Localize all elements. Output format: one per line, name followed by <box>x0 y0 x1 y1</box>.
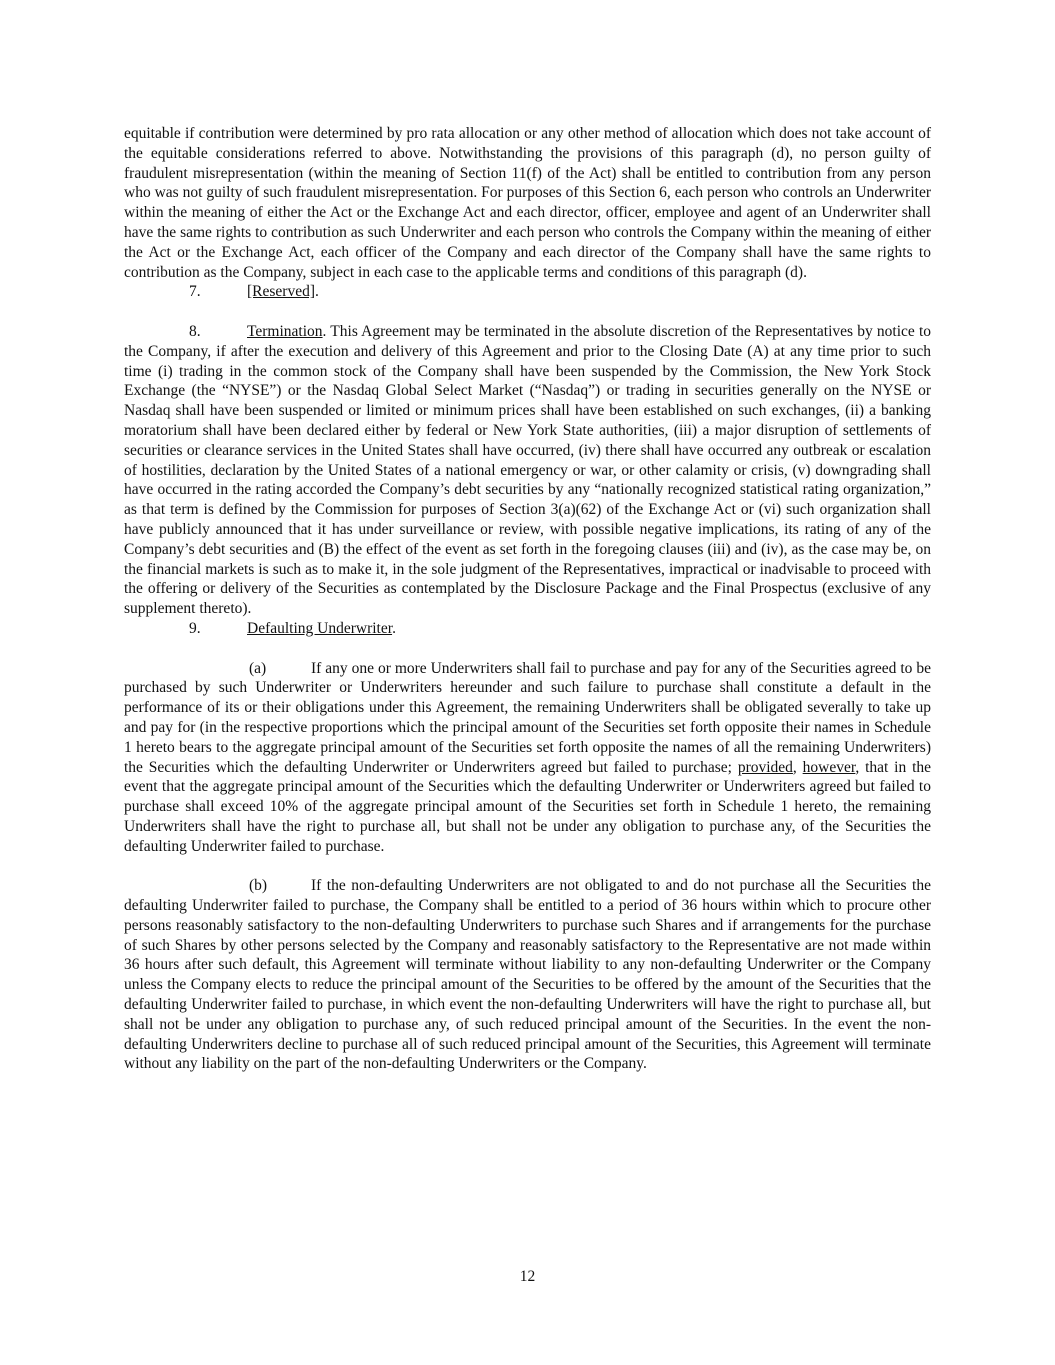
section-9-subsection-b <box>124 876 931 1074</box>
section-7-trailing: . <box>315 283 319 301</box>
section-7-heading: [Reserved] <box>247 283 315 301</box>
subsection-a-label: (a) <box>249 659 267 677</box>
section-9 <box>124 619 931 639</box>
section-9-trailing: . <box>392 619 396 637</box>
continuation-paragraph: equitable if contribution were determined by pro rata allocation or any other method of allocation which does not take account of the equitable considerations referred to above. Notwithstanding the provisions of this paragraph (d), no person guilty of fraudulent misrepresentation (within the meaning of Section 11(f) of the Act) shall be entitled to contribution from any person who was not guilty of such fraudulent misrepresentation. For purposes of this Section 6, each person who controls an Underwriter within the meaning of either the Act or the Exchange Act and each director, officer, employee and agent of an Underwriter shall have the same rights to contribution as such Underwriter and each person who controls the Company within the meaning of either the Act or the Exchange Act, each officer of the Company and each director of the Company shall have the same rights to contribution as the Company, subject in each case to the applicable terms and conditions of this paragraph (d). <box>124 125 931 281</box>
section-9-subsection-a <box>124 659 931 857</box>
section-8 <box>124 322 931 619</box>
subsection-b-label: (b) <box>249 877 268 895</box>
subsection-a-text-before: If any one or more Underwriters shall fail to purchase and pay for any of the Securities agreed to be purchased by such Underwriter or Underwriters hereunder and such failure to purchase shall constitute a default in the performance of its or their obligations under this Agreement, the remaining Underwriters shall be obligated severally to take up and pay for (in the respective proportions which the principal amount of the Securities set forth opposite their names in Schedule 1 hereto bears to the aggregate principal amount of the Securities set forth opposite the names of all the remaining Underwriters) the Securities which the defaulting Underwriter or Underwriters agreed but failed to purchase; <box>124 659 931 776</box>
document-page <box>124 124 931 1074</box>
subsection-b-text: If the non-defaulting Underwriters are not obligated to and do not purchase all the Securities the defaulting Underwriter failed to purchase, the Company shall be entitled to a period of 36 hours within which to procure other persons reasonably satisfactory to the non-defaulting Underwriters to purchase such Shares and if arrangements for the purchase of such Shares by other persons selected by the Company and reasonably satisfactory to the Representative are not made within 36 hours after such default, this Agreement will terminate without liability to any non-defaulting Underwriter or the Company unless the Company elects to reduce the principal amount of the Securities to be offered by the amount of the Securities that the defaulting Underwriter failed to purchase, in which event the non-defaulting Underwriters will have the right to purchase all, but shall not be under any obligation to purchase any, of such reduced principal amount of the Securities. In the event the non-defaulting Underwriters decline to purchase all of such reduced principal amount of the Securities, this Agreement will terminate without any liability on the part of the non-defaulting Underwriters or the Company. <box>124 877 931 1073</box>
subsection-a-text-after: , that in the event that the aggregate principal amount of the Securities which the defaulting Underwriter or Underwriters agreed but failed to purchase shall exceed 10% of the aggregate principal amount of the Securities set forth in Schedule 1 hereto, the remaining Underwriters shall have the right to purchase all, but shall not be under any obligation to purchase any, of the Securities the defaulting Underwriter failed to purchase. <box>124 758 931 855</box>
however-term: however <box>802 758 856 776</box>
section-8-body: . This Agreement may be terminated in the absolute discretion of the Representatives by notice to the Company, if after the execution and delivery of this Agreement and prior to the Closing Date (A) at any time prior to such time (i) trading in the common stock of the Company shall have been suspended by the Commission, the New York Stock Exchange (the “NYSE”) or the Nasdaq Global Select Market (“Nasdaq”) or trading in securities generally on the NYSE or Nasdaq shall have been suspended or limited or minimum prices shall have been established on such exchanges, (ii) a banking moratorium shall have been declared either by federal or New York State authorities, (iii) a major disruption of settlements of securities or clearance services in the United States shall have occurred, (iv) there shall have occurred any outbreak or escalation of hostilities, declaration by the United States of a national emergency or war, or other calamity or crisis, (v) downgrading shall have occurred in the rating accorded the Company’s debt securities by any “nationally recognized statistical rating organization,” as that term is defined by the Commission for purposes of Section 3(a)(62) of the Exchange Act or (vi) such organization shall have publicly announced that it has under surveillance or review, with possible negative implications, its rating of any of the Company’s debt securities and (B) the effect of the event as set forth in the foregoing clauses (iii) and (iv), as the case may be, on the financial markets is such as to make it, in the sole judgment of the Representatives, impractical or inadvisable to proceed with the offering or delivery of the Securities as contemplated by the Disclosure Package and the Final Prospectus (exclusive of any supplement thereto). <box>124 322 931 618</box>
section-7-number: 7. <box>189 283 201 301</box>
section-7 <box>124 282 931 302</box>
section-8-heading: Termination <box>247 322 323 340</box>
provided-term: provided <box>737 758 793 776</box>
provided-comma: , <box>792 758 803 776</box>
section-9-heading: Defaulting Underwriter <box>247 619 393 637</box>
section-9-number: 9. <box>189 619 201 637</box>
page-number: 12 <box>519 1268 536 1285</box>
section-8-number: 8. <box>189 322 201 340</box>
